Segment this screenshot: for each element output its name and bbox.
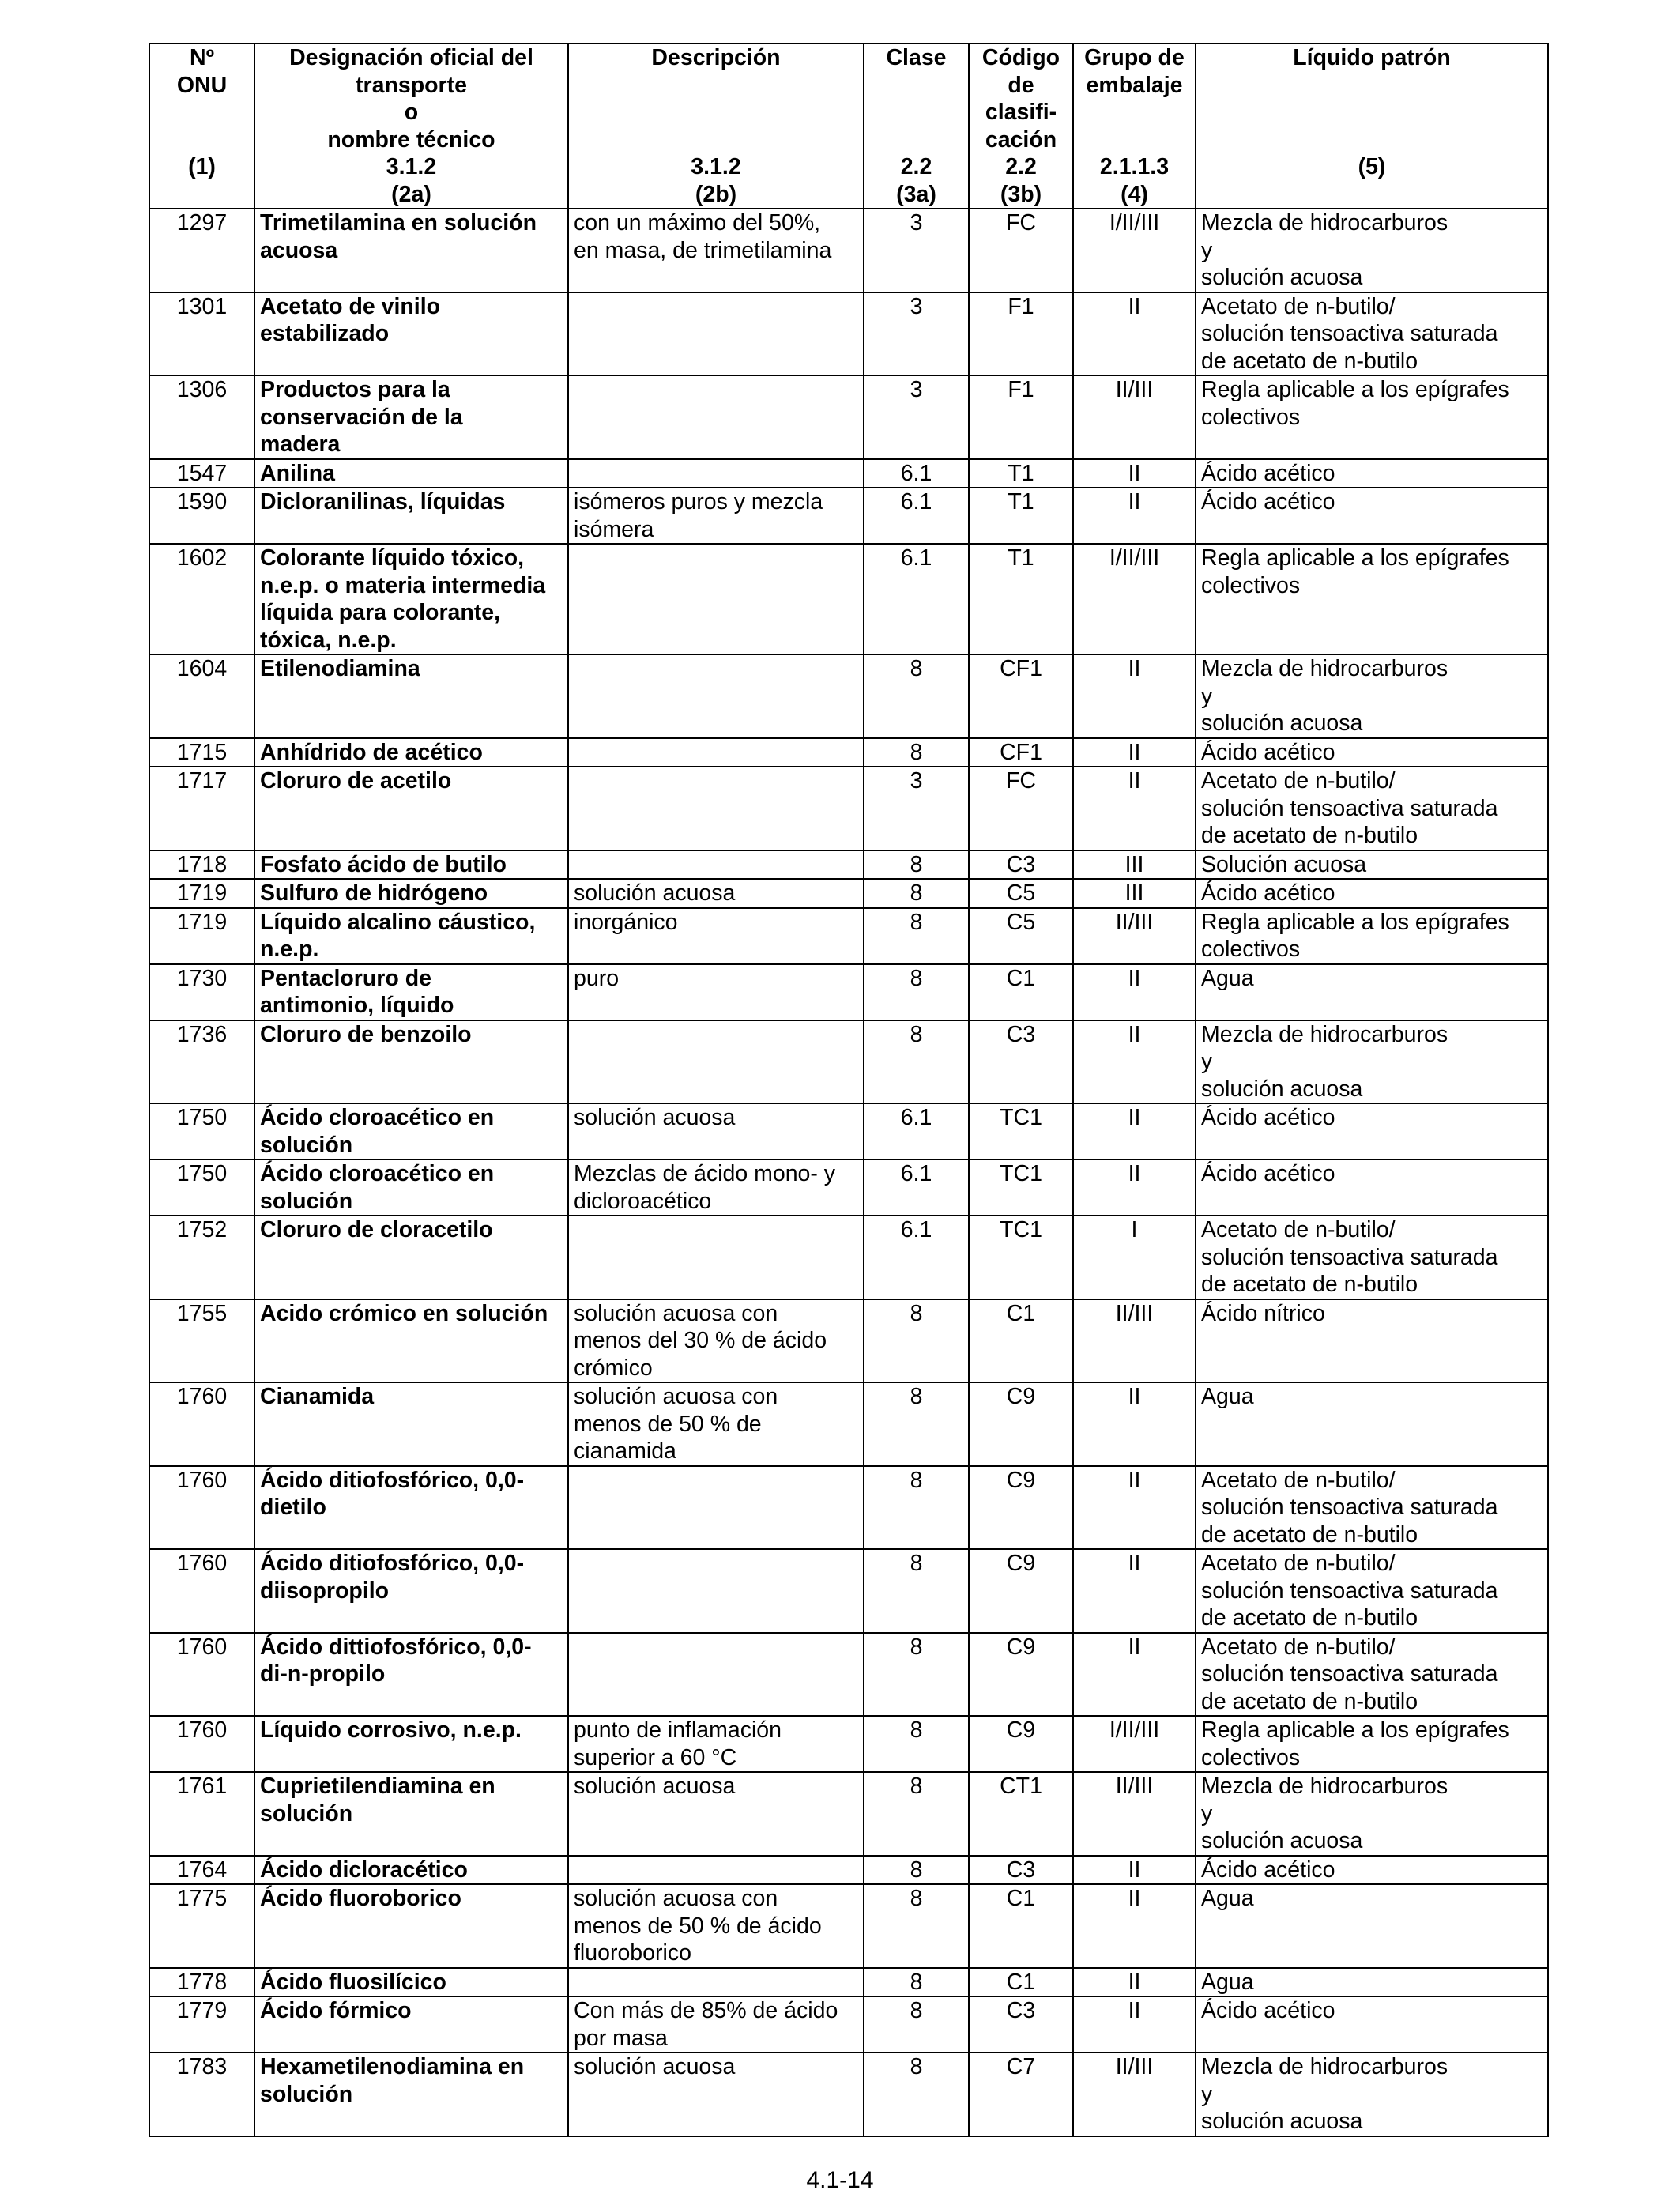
description-cell (568, 1549, 864, 1633)
shipping-name-cell: Ácido fluoroborico (254, 1884, 568, 1968)
class-cell: 8 (864, 1856, 969, 1885)
classification-code-cell: C3 (969, 1856, 1073, 1885)
table-row (149, 1466, 1548, 1550)
header-cell-classification-code (969, 43, 1073, 209)
shipping-name-cell: Anilina (254, 459, 568, 488)
classification-code-cell: C3 (969, 1996, 1073, 2053)
header-cell-standard-liquid (1196, 43, 1548, 209)
standard-liquid-cell: Regla aplicable a los epígrafes colectivos (1196, 375, 1548, 459)
table-row (149, 1968, 1548, 1997)
shipping-name-cell: Acetato de vinilo estabilizado (254, 292, 568, 376)
header-cell-class (864, 43, 969, 209)
description-cell (568, 654, 864, 738)
class-cell: 8 (864, 1382, 969, 1466)
onu-number-cell: 1736 (149, 1020, 254, 1104)
standard-liquid-cell: Ácido acético (1196, 488, 1548, 544)
classification-code-cell: F1 (969, 292, 1073, 376)
class-cell: 6.1 (864, 1159, 969, 1216)
classification-code-cell: CT1 (969, 1772, 1073, 1856)
classification-code-cell: FC (969, 767, 1073, 850)
description-cell (568, 544, 864, 654)
shipping-name-cell: Ácido fluosilícico (254, 1968, 568, 1997)
shipping-name-cell: Ácido dicloracético (254, 1856, 568, 1885)
description-cell: solución acuosa (568, 879, 864, 908)
shipping-name-cell: Ácido fórmico (254, 1996, 568, 2053)
shipping-name-cell: Ácido dittiofosfórico, 0,0- di-n-propilo (254, 1633, 568, 1717)
table-row (149, 1633, 1548, 1717)
onu-number-cell: 1779 (149, 1996, 254, 2053)
onu-number-cell: 1590 (149, 488, 254, 544)
onu-number-cell: 1717 (149, 767, 254, 850)
packing-group-cell: II/III (1073, 1299, 1196, 1383)
table-row (149, 1159, 1548, 1216)
class-cell: 8 (864, 1884, 969, 1968)
packing-group-cell: I/II/III (1073, 544, 1196, 654)
standard-liquid-cell: Mezcla de hidrocarburos y solución acuosa (1196, 654, 1548, 738)
onu-number-cell: 1764 (149, 1856, 254, 1885)
table-row (149, 209, 1548, 292)
packing-group-cell: II (1073, 292, 1196, 376)
description-cell (568, 767, 864, 850)
shipping-name-cell: Ácido cloroacético en solución (254, 1103, 568, 1159)
onu-number-cell: 1760 (149, 1549, 254, 1633)
class-cell: 6.1 (864, 1103, 969, 1159)
table-row (149, 767, 1548, 850)
shipping-name-cell: Ácido ditiofosfórico, 0,0- diisopropilo (254, 1549, 568, 1633)
description-cell: solución acuosa con menos de 50 % de cianamida (568, 1382, 864, 1466)
packing-group-cell: II/III (1073, 1772, 1196, 1856)
onu-number-cell: 1301 (149, 292, 254, 376)
header-cell-name (254, 43, 568, 209)
classification-code-cell: C1 (969, 1968, 1073, 1997)
class-cell: 8 (864, 879, 969, 908)
onu-number-cell: 1760 (149, 1382, 254, 1466)
description-cell (568, 850, 864, 880)
standard-liquid-cell: Ácido acético (1196, 879, 1548, 908)
classification-code-cell: C9 (969, 1633, 1073, 1717)
classification-code-cell: C9 (969, 1382, 1073, 1466)
header-num: (4) (1121, 181, 1148, 207)
standard-liquid-cell: Acetato de n-butilo/ solución tensoactiva saturada de acetato de n-butilo (1196, 292, 1548, 376)
header-num: (5) (1358, 154, 1386, 179)
packing-group-cell: II (1073, 1382, 1196, 1466)
packing-group-cell: II (1073, 1856, 1196, 1885)
standard-liquid-cell: Mezcla de hidrocarburos y solución acuosa (1196, 1772, 1548, 1856)
description-cell: punto de inflamación superior a 60 °C (568, 1716, 864, 1772)
packing-group-cell: II (1073, 1996, 1196, 2053)
class-cell: 6.1 (864, 544, 969, 654)
description-cell: Mezclas de ácido mono- y dicloroacético (568, 1159, 864, 1216)
table-row (149, 1549, 1548, 1633)
onu-number-cell: 1547 (149, 459, 254, 488)
standard-liquid-cell: Agua (1196, 964, 1548, 1020)
classification-code-cell: TC1 (969, 1103, 1073, 1159)
header-ref: 3.1.2 (386, 154, 437, 179)
table-row (149, 1772, 1548, 1856)
description-cell: isómeros puros y mezcla isómera (568, 488, 864, 544)
onu-number-cell: 1715 (149, 738, 254, 767)
packing-group-cell: II (1073, 459, 1196, 488)
class-cell: 8 (864, 2053, 969, 2136)
header-cell-onu (149, 43, 254, 209)
standard-liquid-cell: Ácido nítrico (1196, 1299, 1548, 1383)
table-row (149, 654, 1548, 738)
description-cell (568, 375, 864, 459)
classification-code-cell: CF1 (969, 738, 1073, 767)
onu-number-cell: 1778 (149, 1968, 254, 1997)
table-row (149, 908, 1548, 964)
packing-group-cell: II (1073, 1103, 1196, 1159)
packing-group-cell: III (1073, 850, 1196, 880)
table-row (149, 1856, 1548, 1885)
header-cell-description (568, 43, 864, 209)
header-ref: 2.1.1.3 (1099, 154, 1170, 179)
onu-number-cell: 1750 (149, 1159, 254, 1216)
class-cell: 8 (864, 964, 969, 1020)
class-cell: 8 (864, 1716, 969, 1772)
class-cell: 3 (864, 375, 969, 459)
header-title: Código de clasifi- cación (981, 45, 1060, 153)
class-cell: 8 (864, 1968, 969, 1997)
table-body (149, 209, 1548, 2136)
packing-group-cell: II (1073, 1884, 1196, 1968)
table-row (149, 1716, 1548, 1772)
classification-code-cell: CF1 (969, 654, 1073, 738)
class-cell: 8 (864, 908, 969, 964)
description-cell (568, 1856, 864, 1885)
class-cell: 8 (864, 1466, 969, 1550)
onu-number-cell: 1297 (149, 209, 254, 292)
description-cell: Con más de 85% de ácido por masa (568, 1996, 864, 2053)
shipping-name-cell: Productos para la conservación de la madera (254, 375, 568, 459)
shipping-name-cell: Líquido corrosivo, n.e.p. (254, 1716, 568, 1772)
table-row (149, 544, 1548, 654)
shipping-name-cell: Líquido alcalino cáustico, n.e.p. (254, 908, 568, 964)
classification-code-cell: C9 (969, 1466, 1073, 1550)
standard-liquid-cell: Mezcla de hidrocarburos y solución acuosa (1196, 209, 1548, 292)
shipping-name-cell: Pentacloruro de antimonio, líquido (254, 964, 568, 1020)
class-cell: 8 (864, 1633, 969, 1717)
classification-code-cell: C3 (969, 1020, 1073, 1104)
standard-liquid-cell: Regla aplicable a los epígrafes colectivos (1196, 908, 1548, 964)
class-cell: 3 (864, 292, 969, 376)
description-cell (568, 1633, 864, 1717)
standard-liquid-cell: Mezcla de hidrocarburos y solución acuosa (1196, 1020, 1548, 1104)
shipping-name-cell: Ácido cloroacético en solución (254, 1159, 568, 1216)
description-cell (568, 1968, 864, 1997)
packing-group-cell: II (1073, 488, 1196, 544)
description-cell: solución acuosa (568, 1772, 864, 1856)
classification-code-cell: T1 (969, 544, 1073, 654)
shipping-name-cell: Cloruro de acetilo (254, 767, 568, 850)
shipping-name-cell: Sulfuro de hidrógeno (254, 879, 568, 908)
packing-group-cell: II (1073, 1968, 1196, 1997)
description-cell: solución acuosa (568, 1103, 864, 1159)
table-row (149, 1382, 1548, 1466)
packing-group-cell: II (1073, 654, 1196, 738)
classification-code-cell: C5 (969, 879, 1073, 908)
onu-number-cell: 1761 (149, 1772, 254, 1856)
table-row (149, 1103, 1548, 1159)
onu-number-cell: 1719 (149, 879, 254, 908)
classification-code-cell: FC (969, 209, 1073, 292)
onu-number-cell: 1604 (149, 654, 254, 738)
table-row (149, 964, 1548, 1020)
header-ref: 2.2 (900, 154, 932, 179)
standard-liquid-cell: Regla aplicable a los epígrafes colectivos (1196, 544, 1548, 654)
table-row (149, 292, 1548, 376)
header-title: Designación oficial del transporte o nombre técnico (289, 45, 533, 153)
standard-liquid-cell: Acetato de n-butilo/ solución tensoactiva saturada de acetato de n-butilo (1196, 1466, 1548, 1550)
table-row (149, 738, 1548, 767)
shipping-name-cell: Hexametilenodiamina en solución (254, 2053, 568, 2136)
table-row (149, 879, 1548, 908)
header-title: Líquido patrón (1293, 45, 1451, 70)
standard-liquid-cell: Regla aplicable a los epígrafes colectivos (1196, 1716, 1548, 1772)
shipping-name-cell: Cloruro de benzoilo (254, 1020, 568, 1104)
packing-group-cell: II/III (1073, 2053, 1196, 2136)
onu-number-cell: 1602 (149, 544, 254, 654)
description-cell: puro (568, 964, 864, 1020)
onu-number-cell: 1306 (149, 375, 254, 459)
description-cell (568, 292, 864, 376)
standard-liquid-cell: Agua (1196, 1884, 1548, 1968)
shipping-name-cell: Fosfato ácido de butilo (254, 850, 568, 880)
header-title: Grupo de embalaje (1084, 45, 1185, 98)
standard-liquid-cell: Ácido acético (1196, 459, 1548, 488)
class-cell: 8 (864, 1996, 969, 2053)
table-row (149, 459, 1548, 488)
shipping-name-cell: Anhídrido de acético (254, 738, 568, 767)
header-num: (3a) (896, 181, 936, 207)
table-row (149, 1020, 1548, 1104)
onu-number-cell: 1775 (149, 1884, 254, 1968)
packing-group-cell: II (1073, 964, 1196, 1020)
packing-group-cell: II (1073, 1466, 1196, 1550)
standard-liquid-cell: Ácido acético (1196, 1996, 1548, 2053)
table-row (149, 1996, 1548, 2053)
description-cell (568, 1466, 864, 1550)
classification-code-cell: T1 (969, 488, 1073, 544)
packing-group-cell: I/II/III (1073, 209, 1196, 292)
shipping-name-cell: Colorante líquido tóxico, n.e.p. o materia intermedia líquida para colorante, tóxica, n.e.p. (254, 544, 568, 654)
packing-group-cell: II/III (1073, 908, 1196, 964)
page-number: 4.1-14 (806, 2167, 874, 2193)
class-cell: 6.1 (864, 1216, 969, 1299)
classification-code-cell: C1 (969, 1884, 1073, 1968)
table-row (149, 1299, 1548, 1383)
description-cell (568, 1020, 864, 1104)
classification-code-cell: TC1 (969, 1159, 1073, 1216)
packing-group-cell: II (1073, 767, 1196, 850)
class-cell: 8 (864, 1299, 969, 1383)
class-cell: 8 (864, 1549, 969, 1633)
classification-code-cell: T1 (969, 459, 1073, 488)
header-num: (2b) (695, 181, 737, 207)
classification-code-cell: TC1 (969, 1216, 1073, 1299)
class-cell: 3 (864, 209, 969, 292)
standard-liquid-cell: Mezcla de hidrocarburos y solución acuosa (1196, 2053, 1548, 2136)
class-cell: 8 (864, 654, 969, 738)
packing-group-cell: II (1073, 1020, 1196, 1104)
shipping-name-cell: Ácido ditiofosfórico, 0,0- dietilo (254, 1466, 568, 1550)
onu-number-cell: 1760 (149, 1633, 254, 1717)
description-cell: solución acuosa (568, 2053, 864, 2136)
shipping-name-cell: Cuprietilendiamina en solución (254, 1772, 568, 1856)
table-header (149, 43, 1548, 209)
onu-number-cell: 1755 (149, 1299, 254, 1383)
classification-code-cell: C9 (969, 1549, 1073, 1633)
header-title: Clase (886, 45, 947, 70)
table-row (149, 488, 1548, 544)
header-num: (3b) (1000, 181, 1042, 207)
shipping-name-cell: Trimetilamina en solución acuosa (254, 209, 568, 292)
standard-liquid-cell: Ácido acético (1196, 738, 1548, 767)
shipping-name-cell: Cloruro de cloracetilo (254, 1216, 568, 1299)
description-cell (568, 459, 864, 488)
classification-code-cell: C5 (969, 908, 1073, 964)
shipping-name-cell: Etilenodiamina (254, 654, 568, 738)
classification-code-cell: C3 (969, 850, 1073, 880)
classification-code-cell: C9 (969, 1716, 1073, 1772)
classification-code-cell: C1 (969, 964, 1073, 1020)
standard-liquid-cell: Acetato de n-butilo/ solución tensoactiva saturada de acetato de n-butilo (1196, 1549, 1548, 1633)
onu-number-cell: 1718 (149, 850, 254, 880)
table-row (149, 1884, 1548, 1968)
packing-group-cell: II (1073, 1633, 1196, 1717)
standard-liquid-cell: Acetato de n-butilo/ solución tensoactiva saturada de acetato de n-butilo (1196, 767, 1548, 850)
description-cell (568, 1216, 864, 1299)
table-row (149, 375, 1548, 459)
onu-number-cell: 1760 (149, 1716, 254, 1772)
classification-code-cell: F1 (969, 375, 1073, 459)
table-row (149, 850, 1548, 880)
description-cell: inorgánico (568, 908, 864, 964)
standard-liquid-cell: Acetato de n-butilo/ solución tensoactiva saturada de acetato de n-butilo (1196, 1633, 1548, 1717)
standard-liquid-cell: Ácido acético (1196, 1856, 1548, 1885)
onu-number-cell: 1730 (149, 964, 254, 1020)
packing-group-cell: II (1073, 1159, 1196, 1216)
standard-liquid-cell: Agua (1196, 1968, 1548, 1997)
standard-liquid-cell: Acetato de n-butilo/ solución tensoactiva saturada de acetato de n-butilo (1196, 1216, 1548, 1299)
packing-group-cell: I/II/III (1073, 1716, 1196, 1772)
header-row (149, 43, 1548, 209)
header-cell-packing-group (1073, 43, 1196, 209)
description-cell: con un máximo del 50%, en masa, de trimetilamina (568, 209, 864, 292)
header-num: (1) (188, 154, 216, 179)
standard-liquid-cell: Agua (1196, 1382, 1548, 1466)
description-cell: solución acuosa con menos de 50 % de ácido fluoroborico (568, 1884, 864, 1968)
packing-group-cell: II (1073, 1549, 1196, 1633)
shipping-name-cell: Dicloranilinas, líquidas (254, 488, 568, 544)
shipping-name-cell: Cianamida (254, 1382, 568, 1466)
classification-code-cell: C7 (969, 2053, 1073, 2136)
classification-code-cell: C1 (969, 1299, 1073, 1383)
class-cell: 3 (864, 767, 969, 850)
onu-number-cell: 1760 (149, 1466, 254, 1550)
class-cell: 8 (864, 1772, 969, 1856)
class-cell: 8 (864, 1020, 969, 1104)
onu-number-cell: 1750 (149, 1103, 254, 1159)
packing-group-cell: I (1073, 1216, 1196, 1299)
dangerous-goods-table (149, 43, 1549, 2137)
onu-number-cell: 1783 (149, 2053, 254, 2136)
header-title: Nº ONU (176, 45, 228, 98)
onu-number-cell: 1719 (149, 908, 254, 964)
header-ref: 2.2 (1005, 154, 1037, 179)
class-cell: 6.1 (864, 488, 969, 544)
table-row (149, 1216, 1548, 1299)
description-cell: solución acuosa con menos del 30 % de ácido crómico (568, 1299, 864, 1383)
class-cell: 6.1 (864, 459, 969, 488)
header-ref: 3.1.2 (691, 154, 741, 179)
packing-group-cell: II (1073, 738, 1196, 767)
header-title: Descripción (651, 45, 781, 70)
standard-liquid-cell: Ácido acético (1196, 1103, 1548, 1159)
description-cell (568, 738, 864, 767)
packing-group-cell: II/III (1073, 375, 1196, 459)
shipping-name-cell: Acido crómico en solución (254, 1299, 568, 1383)
standard-liquid-cell: Solución acuosa (1196, 850, 1548, 880)
class-cell: 8 (864, 738, 969, 767)
packing-group-cell: III (1073, 879, 1196, 908)
standard-liquid-cell: Ácido acético (1196, 1159, 1548, 1216)
table-row (149, 2053, 1548, 2136)
onu-number-cell: 1752 (149, 1216, 254, 1299)
class-cell: 8 (864, 850, 969, 880)
header-num: (2a) (391, 181, 431, 207)
